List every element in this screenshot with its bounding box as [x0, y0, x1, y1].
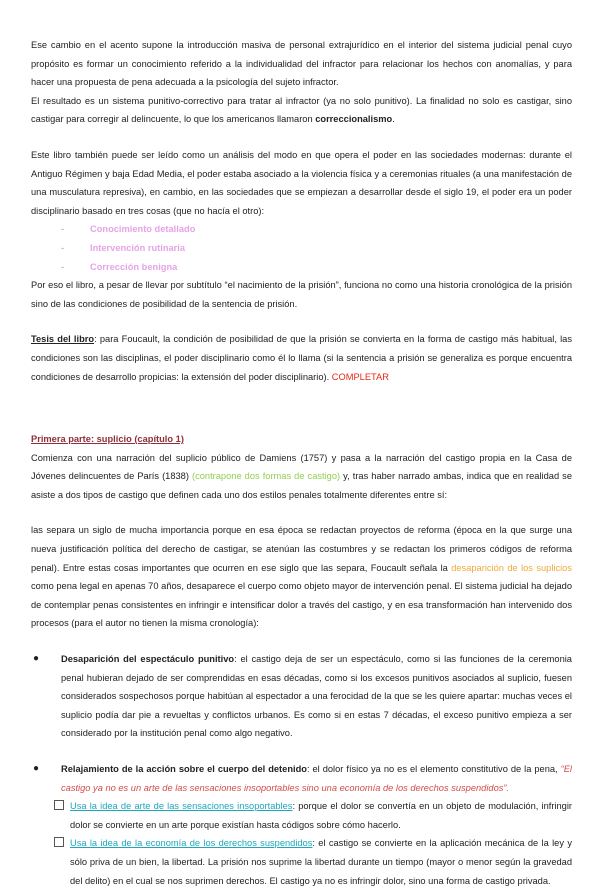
paragraph-poder: Este libro también puede ser leído como un análisis del modo en que opera el poder en las sociedades modernas: durante el Antiguo Régimen y baja Edad Media, el poder estaba asociado a la violencia física y a ceremonias rituales (a una manifestación de una musculatura represiva), en cambio, en las sociedades que se empiezan a desarrollar desde el siglo 19, el poder era un poder disciplinario basado en tres cosas (que no hacía el otro): [31, 149, 572, 216]
dash-marker: - [61, 224, 65, 235]
bullet-icon: ● [33, 763, 40, 774]
paragraph-reforma [31, 521, 572, 633]
text-run: El resultado es un sistema punitivo-correctivo para tratar al infractor (ya no solo punitivo). La finalidad no solo es castigar, sino castigar para corregir al delincuente, lo que los americanos llamaron [31, 95, 572, 125]
text-run: y, tras haber narrado ambas, indica que en realidad se asiste a dos tipos de castigo que definen cada uno dos estilos penales totalmente diferentes entre sí: [31, 471, 572, 500]
paragraph-extrajuridico: Ese cambio en el acento supone la introducción masiva de personal extrajurídico en el interior del sistema judicial penal cuyo propósito es formar un conocimiento referido a la individualidad del infractor para relacionar los hechos con anomalías, y para hacer una propuesta de pena adecuada a la psicología del sujeto infractor. [31, 40, 572, 88]
bullet-icon: ● [33, 653, 40, 665]
text-run: : el dolor físico ya no es el elemento constitutivo de la pena, [306, 764, 561, 774]
list-item [31, 650, 572, 743]
highlight-link: Usa la idea de la economía de los derechos suspendidos [70, 838, 313, 849]
process-list [31, 760, 572, 797]
text-run: Comienza con una narración del suplicio público de Damiens (1757) y pasa a la narración del castigo propia en la Casa de Jóvenes delincuentes de París (1838) [31, 452, 572, 482]
section-title: Primera parte: suplicio (capítulo 1) [31, 434, 184, 445]
text-run: : el castigo se convierte en la aplicación mecánica de la ley y sólo priva de un bien, la libertad. La prisión nos suprime la libertad durante un tiempo (mayor o menor según la gravedad del delito) en el cual se nos suprimen derechos. El castigo ya no es infringir dolor, sino una forma de castigo privada. [70, 838, 572, 886]
highlight-note: (contrapone dos formas de castigo) [192, 471, 341, 482]
dash-marker: - [61, 261, 65, 272]
todo-marker: COMPLETAR [331, 371, 389, 382]
list-item-label: Corrección benigna [90, 261, 178, 272]
text-run: las separa un siglo de mucha importancia porque en esa época se redactan proyectos de reforma (época en la que surge una nueva justificación política del derecho de castigar, se atenúan las costumbres y se redactan los primeros códigos de reforma penal). Entre estas cosas importantes que ocurren en ese siglo que las separa, Foucault señala la [31, 525, 572, 573]
bullet-heading: Relajamiento de la acción sobre el cuerpo del detenido [61, 764, 307, 774]
document-page [31, 36, 572, 890]
paragraph-subtitulo: Por eso el libro, a pesar de llevar por subtítulo “el nacimiento de la prisión”, funciona no como una historia cronológica de la prisión sino de las condiciones de posibilidad de la sentencia de prisión. [31, 280, 572, 309]
list-item [31, 239, 572, 258]
process-list [31, 650, 572, 743]
list-item-label: Conocimiento detallado [90, 224, 196, 235]
thesis-label: Tesis del libro [31, 334, 95, 345]
list-item [31, 258, 572, 277]
paragraph-correccionalismo [31, 92, 572, 129]
text-run: : el castigo deja de ser un espectáculo, como si las funciones de la ceremonia penal hubieran dejado de ser comprendidas en esas décadas, como si los excesos punitivos asociados al suplicio, fuesen considerados sospechosos porque habitúan al espectador a una ferocidad de la que se les quiere apartar: muchas veces el suplicio podía dar pie a revueltas y conflictos urbanos. Es como si en estas 7 décadas, el exceso punitivo empieza a ser considerado por la institución penal como algo negativo. [61, 654, 572, 739]
checkbox-icon[interactable] [54, 800, 64, 810]
checklist-item [31, 834, 572, 890]
checklist-item [31, 797, 572, 834]
text-run: para Foucault, la condición de posibilidad de que la prisión se convierta en la forma de castigo más habitual, las condiciones son las disciplinas, el poder disciplinario como él lo llama (si la sentencia a prisión se generaliza es porque encuentra condiciones de desarrollo propicias: la extensión del poder disciplinario). [31, 334, 572, 382]
text-run: . [392, 114, 395, 125]
bold-term-correccionalismo: correccionalismo [315, 114, 393, 125]
checkbox-icon[interactable] [54, 837, 64, 847]
disciplinary-power-list [31, 220, 572, 276]
list-item-label: Intervención rutinaria [90, 242, 186, 253]
checkbox-list [31, 797, 572, 890]
text-run: : [94, 334, 97, 345]
bullet-heading: Desaparición del espectáculo punitivo [61, 654, 235, 665]
quote: “El castigo ya no es un arte de las sensaciones insoportables sino una economía de los derechos suspendidos”. [61, 764, 572, 793]
list-item [31, 220, 572, 239]
paragraph-damiens [31, 449, 572, 505]
highlight-link: Usa la idea de arte de las sensaciones insoportables [70, 801, 293, 812]
highlight-term: desaparición de los suplicios [451, 562, 572, 573]
text-run: : porque el dolor se convertía en un objeto de modulación, infringir dolor se convierte en un arte porque existían hasta códigos sobre cómo hacerlo. [70, 801, 572, 830]
list-item [31, 760, 572, 797]
dash-marker: - [61, 242, 65, 253]
text-run: como pena legal en apenas 70 años, desaparece el cuerpo como objeto mayor de intervención penal. El sistema judicial ha dejado de contemplar penas consistentes en infringir e intensificar dolor a través del castigo, y en esa transformación han intervenido dos procesos (para el autor no tienen la misma cronología): [31, 581, 572, 629]
paragraph-tesis [31, 330, 572, 386]
